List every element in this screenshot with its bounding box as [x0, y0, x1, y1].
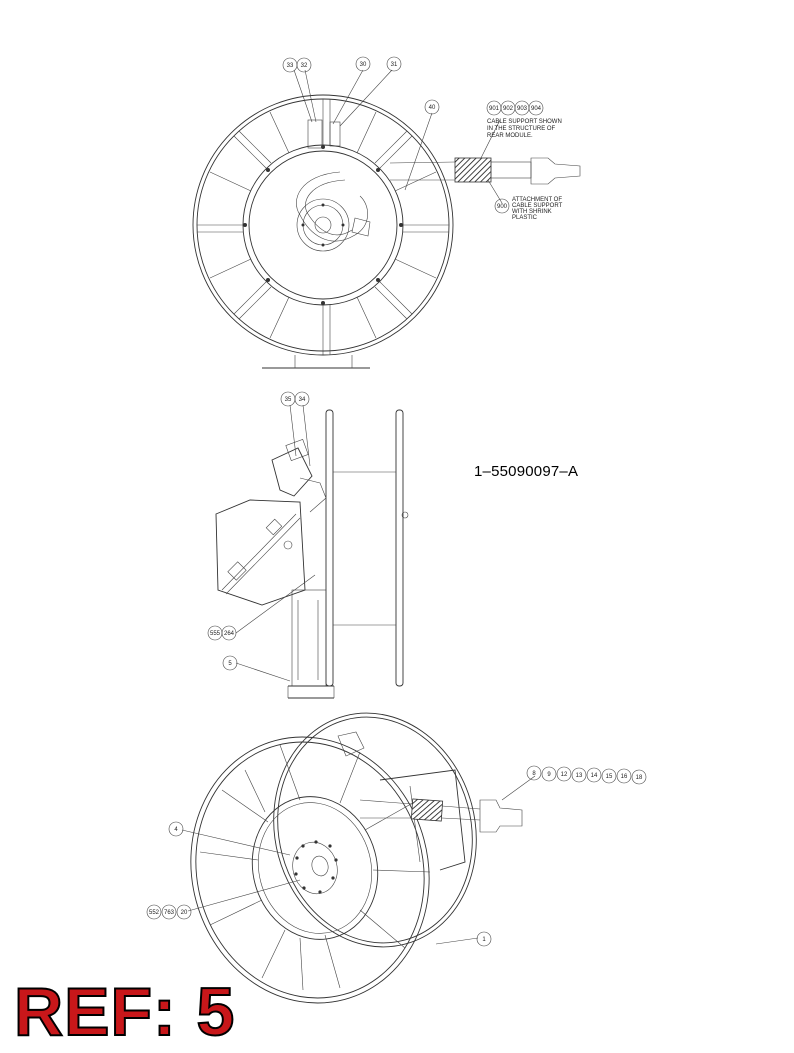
svg-text:33: 33 [286, 63, 294, 69]
callout-904 [529, 101, 543, 115]
callout-15 [602, 769, 616, 783]
svg-text:552: 552 [148, 910, 160, 916]
ref-label: REF: 5 [14, 974, 236, 1050]
svg-text:763: 763 [163, 910, 175, 916]
callout-552 [147, 905, 161, 919]
svg-text:900: 900 [496, 204, 508, 210]
svg-text:34: 34 [298, 397, 306, 403]
callout-1 [477, 932, 491, 946]
svg-text:5: 5 [228, 661, 232, 667]
svg-text:903: 903 [516, 106, 528, 112]
svg-text:555: 555 [209, 631, 221, 637]
callout-5 [223, 656, 237, 670]
svg-text:32: 32 [300, 63, 308, 69]
svg-text:12: 12 [560, 772, 568, 778]
callout-40 [425, 100, 439, 114]
svg-text:15: 15 [605, 774, 613, 780]
callout-30 [356, 57, 370, 71]
callout-902 [501, 101, 515, 115]
svg-text:901: 901 [488, 106, 500, 112]
callout-555 [208, 626, 222, 640]
svg-text:IN THE STRUCTURE OF: IN THE STRUCTURE OF [487, 126, 556, 132]
note-attachment [512, 197, 563, 221]
callouts-side [208, 392, 309, 670]
callout-264 [222, 626, 236, 640]
svg-text:18: 18 [635, 775, 643, 781]
hose-fitting [390, 158, 580, 184]
part-number-label: 1–55090097–A [474, 463, 579, 480]
svg-text:4: 4 [174, 827, 178, 833]
svg-text:ATTACHMENT OF: ATTACHMENT OF [512, 197, 562, 203]
svg-text:16: 16 [620, 774, 628, 780]
callout-4 [169, 822, 183, 836]
callout-12 [557, 767, 571, 781]
svg-text:9: 9 [547, 772, 551, 778]
callout-901 [487, 101, 501, 115]
note-cable-support [487, 119, 562, 139]
callout-903 [515, 101, 529, 115]
svg-text:30: 30 [359, 62, 367, 68]
callout-18 [632, 770, 646, 784]
svg-text:1: 1 [482, 937, 486, 943]
svg-text:CABLE SUPPORT SHOWN: CABLE SUPPORT SHOWN [487, 119, 562, 125]
callout-16 [617, 769, 631, 783]
callout-20 [177, 905, 191, 919]
callout-8 [527, 766, 541, 780]
svg-text:REAR MODULE.: REAR MODULE. [487, 133, 533, 139]
callout-31 [387, 57, 401, 71]
svg-text:902: 902 [502, 106, 514, 112]
svg-text:264: 264 [223, 631, 235, 637]
svg-text:35: 35 [284, 397, 292, 403]
svg-text:14: 14 [590, 773, 598, 779]
svg-text:CABLE SUPPORT: CABLE SUPPORT [512, 203, 563, 209]
callout-32 [297, 58, 311, 72]
svg-text:8: 8 [532, 771, 536, 777]
callout-33 [283, 58, 297, 72]
callout-35 [281, 392, 295, 406]
callout-900 [495, 199, 509, 213]
svg-text:WITH SHRINK: WITH SHRINK [512, 209, 552, 215]
callout-34 [295, 392, 309, 406]
svg-text:PLASTIC: PLASTIC [512, 215, 538, 221]
callout-13 [572, 768, 586, 782]
svg-text:20: 20 [180, 910, 188, 916]
callout-763 [162, 905, 176, 919]
svg-text:904: 904 [530, 106, 542, 112]
side-view [216, 405, 408, 698]
callout-14 [587, 768, 601, 782]
callout-9 [542, 767, 556, 781]
svg-text:31: 31 [390, 62, 398, 68]
iso-hose-fitting [360, 799, 522, 832]
svg-text:13: 13 [575, 773, 583, 779]
svg-text:40: 40 [428, 105, 436, 111]
